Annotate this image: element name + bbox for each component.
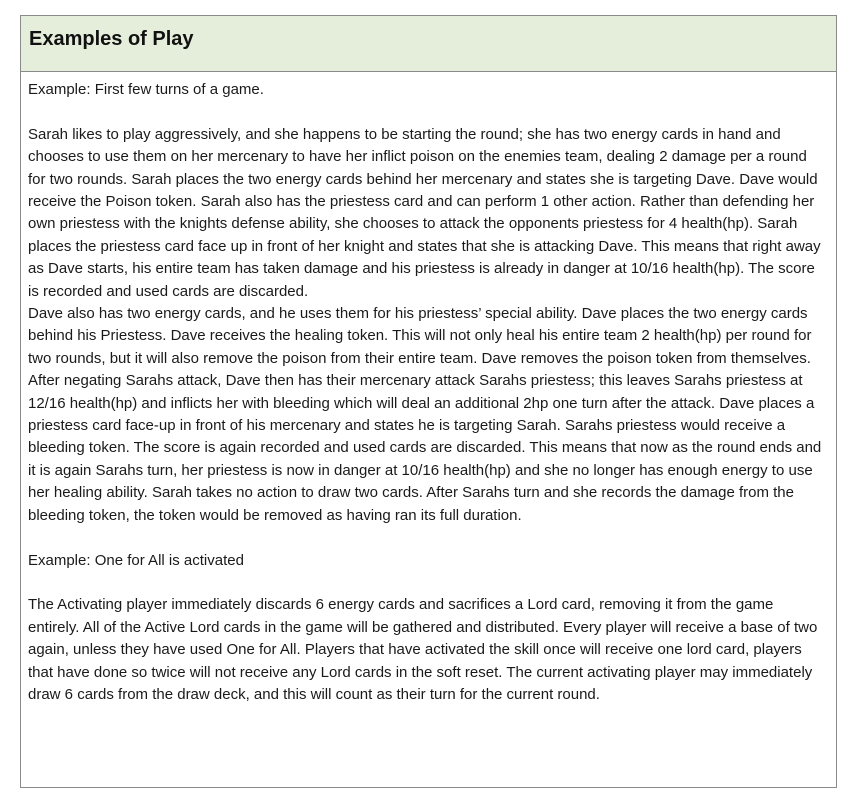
- section-title: Examples of Play: [29, 28, 194, 50]
- paragraph-spacer: [28, 527, 826, 549]
- paragraph-spacer: [28, 572, 826, 594]
- example-paragraph: Sarah likes to play aggressively, and she happens to be starting the round; she has two energy cards in hand and chooses to use them on her mercenary to have her inflict poison on the enemies team, dealing 2 damage per a round for two rounds. Sarah places the two energy cards behind her mercenary and states she is targeting Dave. Dave would receive the Poison token. Sarah also has the priestess card and can perform 1 other action. Rather than defending her own priestess with the knights defense ability, she chooses to attack the opponents priestess for 4 health(hp). Sarah places the priestess card face up in front of her knight and states that she is attacking Dave. This means that right away as Dave starts, his entire team has taken damage and his priestess is already in danger at 10/16 health(hp). The score is recorded and used cards are discarded.: [28, 125, 821, 300]
- example-heading: Example: One for All is activated: [28, 551, 244, 569]
- section-body: [21, 72, 836, 787]
- example-paragraph: The Activating player immediately discards 6 energy cards and sacrifices a Lord card, removing it from the game entirely. All of the Active Lord cards in the game will be gathered and distributed. Every player will receive a base of two again, unless they have used One for All. Players that have activated the skill once will receive one lord card, players that have done so twice will not receive any Lord cards in the soft reset. The current activating player may immediately draw 6 cards from the draw deck, and this will count as their turn for the current round.: [28, 596, 818, 703]
- section-header: [21, 16, 836, 72]
- examples-of-play-table: [20, 15, 837, 788]
- example-paragraph: Dave also has two energy cards, and he uses them for his priestess’ special ability. Dave places the two energy cards behind his Priestess. Dave receives the healing token. This will not only heal his entire team 2 health(hp) per round for two rounds, but it will also remove the poison from their entire team. Dave removes the poison token from themselves. After negating Sarahs attack, Dave then has their mercenary attack Sarahs priestess; this leaves Sarahs priestess at 12/16 health(hp) and inflicts her with bleeding which will deal an additional 2hp one turn after the attack. Dave places a priestess card face-up in front of his mercenary and states he is targeting Sarah. Sarahs priestess would receive a bleeding token. The score is again recorded and used cards are discarded. This means that now as the round ends and it is again Sarahs turn, her priestess is now in danger at 10/16 health(hp) and she no longer has enough energy to use her healing ability. Sarah takes no action to draw two cards. After Sarahs turn and she records the damage from the bleeding token, the token would be removed as having ran its full duration.: [28, 305, 822, 524]
- example-heading: Example: First few turns of a game.: [28, 81, 264, 98]
- paragraph-spacer: [28, 101, 826, 123]
